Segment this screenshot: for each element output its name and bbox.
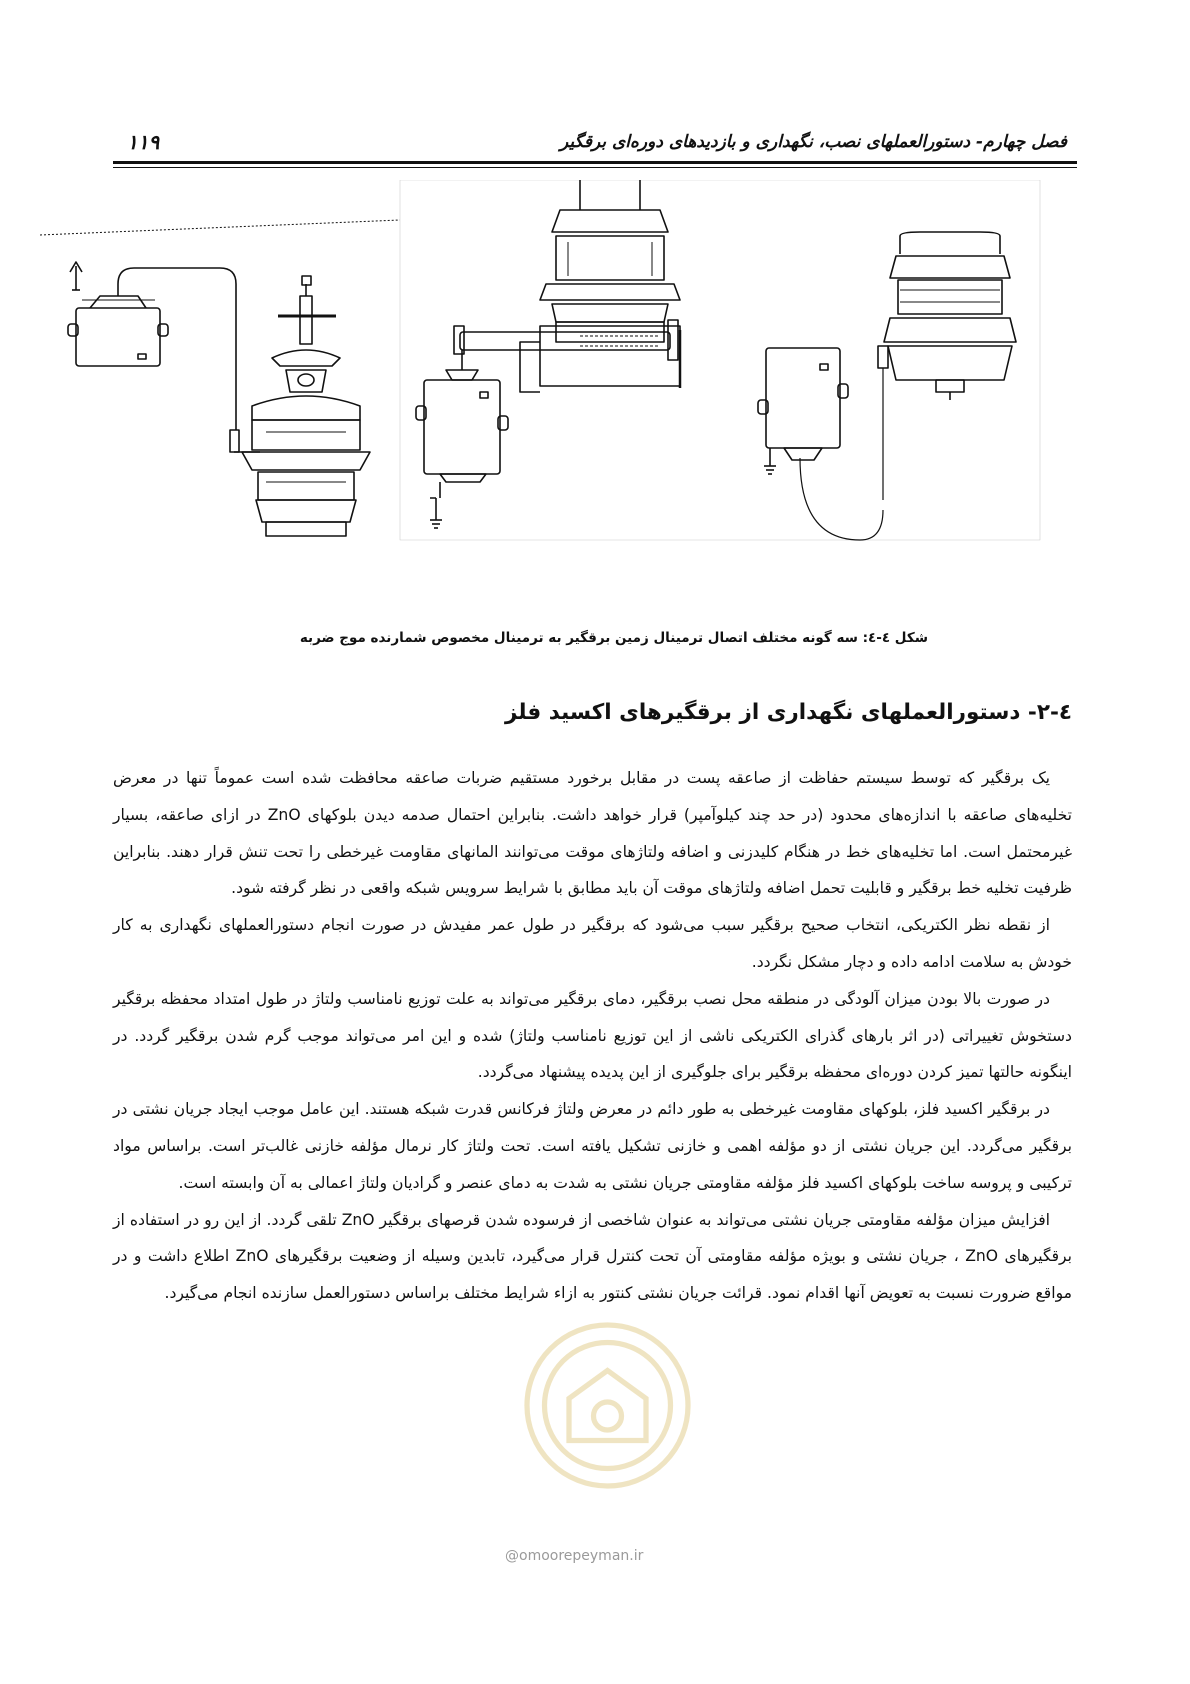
paragraph: در برقگیر اکسید فلز، بلوکهای مقاومت غیرخطی به طور دائم در معرض ولتاژ فرکانس قدرت شبکه هستند. این عامل موجب ایجاد جریان نشتی در برقگیر می‌گردد. این جریان نشتی از دو مؤلفه اهمی و خازنی تشکیل یافته است. تحت ولتاژ کار نرمال مؤلفه خازنی غالب‌تر است. براساس مواد ترکیبی و پروسه ساخت بلوکهای اکسید فلز مؤلفه مقاومتی جریان نشتی به شدت به دمای عنصر و گرادیان ولتاژ اعمالی به آن وابسته است. <box>113 1100 1072 1192</box>
header-rule-thin <box>113 167 1077 168</box>
watermark-logo-icon <box>520 1318 695 1493</box>
running-title: فصل چهارم- دستورالعملهای نصب، نگهداری و بازدیدهای دوره‌ای برقگیر <box>559 132 1067 152</box>
paragraph: افزایش میزان مؤلفه مقاومتی جریان نشتی می‌تواند به عنوان شاخصی از فرسوده شدن قرصهای برقگیر ZnO تلقی گردد. از این رو در استفاده از برقگیرهای ZnO ، جریان نشتی و بویژه مؤلفه مقاومتی آن تحت کنترل قرار می‌گیرد، تابدین وسیله از وضعیت برقگیرهای ZnO اطلاع داشت و در مواقع ضرورت نسبت به تعویض آنها اقدام نمود. قرائت جریان نشتی کنتور به ازاء شرایط مختلف براساس دستورالعمل سازنده انجام می‌گیرد. <box>113 1210 1072 1303</box>
page-number: ۱۱۹ <box>127 130 160 154</box>
paragraph: در صورت بالا بودن میزان آلودگی در منطقه محل نصب برقگیر، دمای برقگیر می‌تواند به علت توزیع نامناسب ولتاژ در طول امتداد محفظه برقگیر دستخوش تغییراتی (در اثر بارهای گذرای الکتریکی ناشی از این توزیع نامناسب ولتاژ) شده و این امر می‌تواند موجب گرم شدن برقگیر گردد. در اینگونه حالتها تمیز کردن دوره‌ای محفظه برقگیر برای جلوگیری از این پدیده پیشنهاد می‌گردد. <box>113 989 1072 1082</box>
figure-variant-right <box>758 232 1016 540</box>
paragraph: یک برقگیر که توسط سیستم حفاظت از صاعقه پست در مقابل برخورد مستقیم ضربات صاعقه محافظت شده است عموماً تنها در معرض تخلیه‌های صاعقه با اندازه‌های محدود (در حد چند کیلوآمپر) قرار خواهد داشت. بنابراین احتمال صدمه دیدن بلوکهای ZnO در ازای صاعقه، بسیار غیرمحتمل است. اما تخلیه‌های خط در هنگام کلیدزنی و اضافه ولتاژهای موقت می‌توانند المانهای مقاومت غیرخطی را تحت تنش قرار دهند. بنابراین ظرفیت تخلیه خط برقگیر و قابلیت تحمل اضافه ولتاژهای موقت آن باید مطابق با شرایط سرویس شبکه واقعی در نظر گرفته شود. <box>113 769 1072 898</box>
body-text <box>113 760 1072 1312</box>
watermark-site: @omoorepeyman.ir <box>505 1548 644 1564</box>
page-header <box>113 124 1077 164</box>
figure-caption: شکل ٤-٤: سه گونه مختلف اتصال ترمینال زمین برقگیر به ترمینال مخصوص شمارنده موج ضربه <box>299 630 928 646</box>
header-rule-thick <box>113 161 1077 164</box>
figure-variant-middle <box>400 180 1040 540</box>
figure-variant-left <box>40 220 400 536</box>
arrester-connection-figure <box>0 180 1190 610</box>
section-heading: ٤-٢- دستورالعملهای نگهداری از برقگیرهای اکسید فلز <box>505 700 1072 725</box>
paragraph: از نقطه نظر الکتریکی، انتخاب صحیح برقگیر سبب می‌شود که برقگیر در طول عمر مفیدش در صورت انجام دستورالعملهای نگهداری به کار خودش به سلامت ادامه داده و دچار مشکل نگردد. <box>113 916 1072 971</box>
